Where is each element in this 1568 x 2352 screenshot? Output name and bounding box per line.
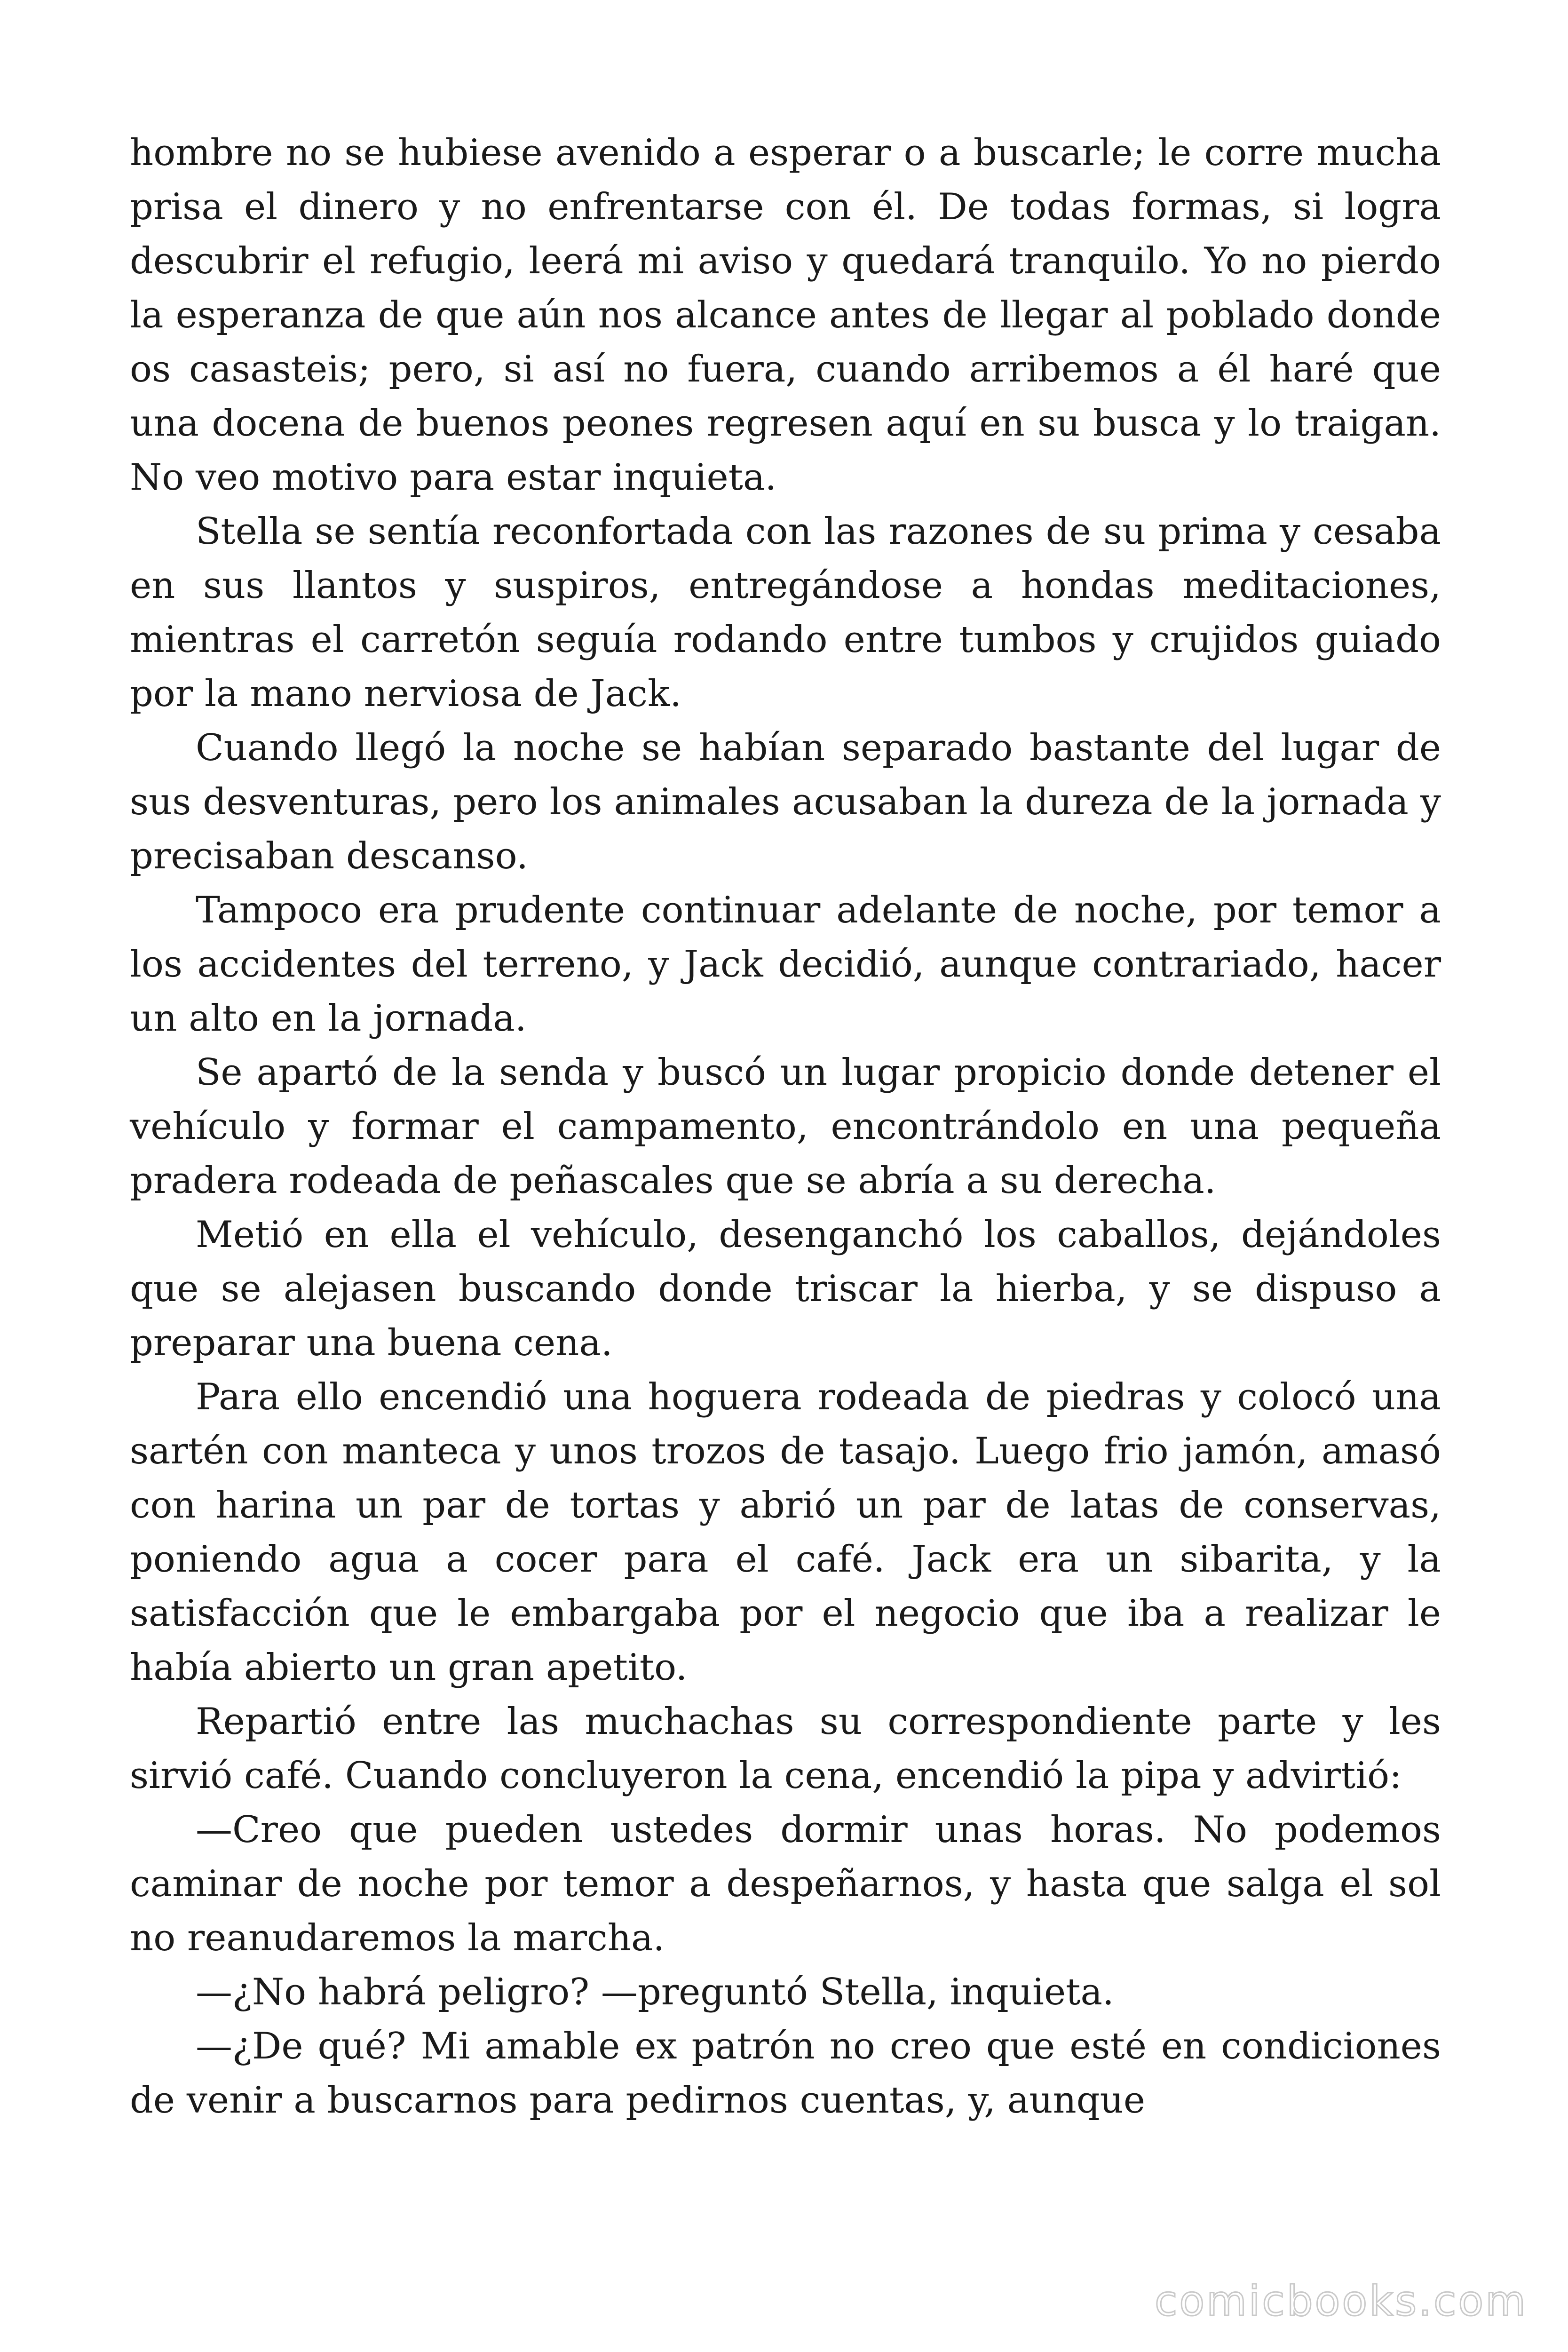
paragraph: hombre no se hubiese avenido a esperar o a buscarle; le corre mucha prisa el dinero y no enfrentarse con él. De todas formas, si logra descubrir el refugio, leerá mi aviso y quedará tranquilo. Yo no pierdo la esperanza de que aún nos alcance antes de llegar al poblado donde os casasteis; pero, si así no fuera, cuando arribemos a él haré que una docena de buenos peones regresen aquí en su busca y lo traigan. No veo motivo para estar inquieta. (130, 132, 1441, 499)
paragraph: —Creo que pueden ustedes dormir unas horas. No podemos caminar de noche por temor a despeñarnos, y hasta que salga el sol no reanudaremos la marcha. (130, 1809, 1441, 1959)
paragraph: Metió en ella el vehículo, desenganchó los caballos, dejándoles que se alejasen buscando donde triscar la hierba, y se dispuso a preparar una buena cena. (130, 1214, 1441, 1364)
paragraph: —¿No habrá peligro? —preguntó Stella, inquieta. (196, 1971, 1114, 2013)
page-body (130, 126, 1441, 2128)
paragraph: Para ello encendió una hoguera rodeada de piedras y colocó una sartén con manteca y unos trozos de tasajo. Luego frio jamón, amasó con harina un par de tortas y abrió un par de latas de conservas, poniendo agua a cocer para el café. Jack era un sibarita, y la satisfacción que le embargaba por el negocio que iba a realizar le había abierto un gran apetito. (130, 1376, 1441, 1689)
paragraph: —¿De qué? Mi amable ex patrón no creo que esté en condiciones de venir a buscarnos para pedirnos cuentas, y, aunque (130, 2025, 1441, 2122)
paragraph: Se apartó de la senda y buscó un lugar propicio donde detener el vehículo y formar el campamento, encontrándolo en una pequeña pradera rodeada de peñascales que se abría a su derecha. (130, 1051, 1441, 1202)
paragraph: Tampoco era prudente continuar adelante de noche, por temor a los accidentes del terreno, y Jack decidió, aunque contrariado, hacer un alto en la jornada. (130, 889, 1441, 1040)
paragraph: Stella se sentía reconfortada con las razones de su prima y cesaba en sus llantos y suspiros, entregándose a hondas meditaciones, mientras el carretón seguía rodando entre tumbos y crujidos guiado por la mano nerviosa de Jack. (130, 510, 1441, 715)
watermark: comicbooks.com (1154, 2277, 1528, 2325)
paragraph: Cuando llegó la noche se habían separado bastante del lugar de sus desventuras, pero los animales acusaban la dureza de la jornada y precisaban descanso. (130, 727, 1441, 877)
paragraph: Repartió entre las muchachas su correspondiente parte y les sirvió café. Cuando concluyeron la cena, encendió la pipa y advirtió: (130, 1700, 1441, 1797)
